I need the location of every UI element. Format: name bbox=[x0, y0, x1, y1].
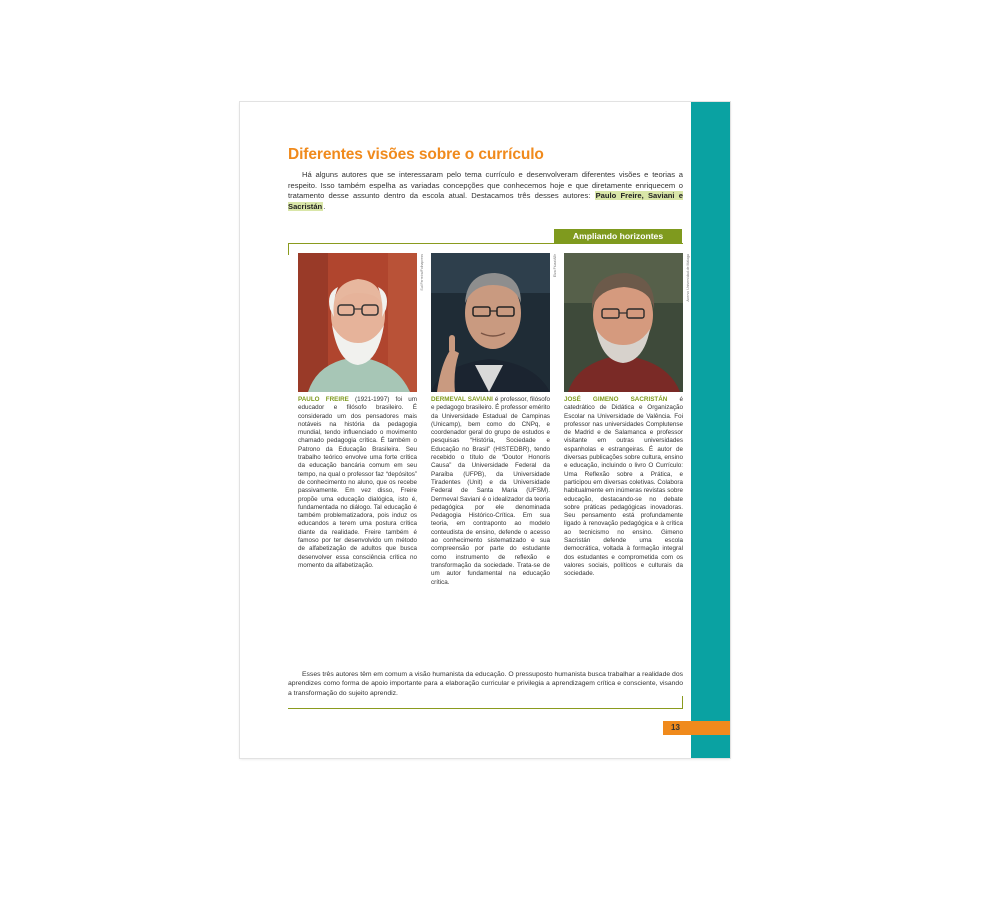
portrait-dermeval-saviani bbox=[431, 253, 550, 392]
author-name: PAULO FREIRE bbox=[298, 396, 349, 403]
bio-dermeval-saviani bbox=[431, 396, 550, 587]
bio-jose-gimeno-sacristan bbox=[564, 396, 683, 579]
box-left-border bbox=[288, 243, 289, 255]
page-edge-band bbox=[691, 102, 730, 758]
book-page bbox=[240, 102, 730, 758]
intro-text: Há alguns autores que se interessaram pelo tema currículo e desenvolveram diferentes visões e teorias a respeito. Isso também espelha as variadas concepções que conhecemos hoje e que diretamente enriquecem o tratamento desse assunto dentro da escola atual. Destacamos três desses autores: bbox=[288, 170, 683, 201]
portrait-jose-gimeno-sacristan bbox=[564, 253, 683, 392]
author-bio: é professor, filósofo e pedagogo brasileiro. É professor emérito da Universidade Estadual de Campinas (Unicamp), bem como do CNPq, e coordenador geral do grupo de estudos e pesquisas “História, Sociedade e Educação no Brasil” (HISTEDBR), tendo recebido o título de “Doutor Honoris Causa” da Universidade Federal da Paraíba (UFPB), da Universidade Tiradentes (Unit) e da Universidade Federal de Santa Maria (UFSM). Dermeval Saviani é o idealizador da teoria pedagógica por ele denominada Pedagogia Histórico-Crítica. Em sua teoria, em contraponto ao modelo conteudista de ensino, defende o acesso ao conhecimento sistematizado e sua compreensão por parte do estudante como instrumento de reflexão e transformação da sociedade. Trata-se de um autor fundamental na educação crítica. bbox=[431, 396, 551, 586]
closing-paragraph: Esses três autores têm em comum a visão humanista da educação. O pressuposto humanista busca trabalhar a realidade dos aprendizes como forma de apoio importante para a elaboração curricular e privilegia a aprendizagem crítica e consciente, visando a transformação do sujeito aprendiz. bbox=[288, 671, 683, 697]
box-label: Ampliando horizontes bbox=[554, 229, 682, 244]
author-name: DERMEVAL SAVIANI bbox=[431, 396, 493, 403]
photo-credit-3: Acervo Universidad de Málaga bbox=[686, 254, 690, 302]
highlighted-authors: Paulo Freire, Saviani e Sacristán bbox=[288, 191, 683, 211]
author-name: JOSÉ GIMENO SACRISTÁN bbox=[564, 396, 668, 403]
intro-end: . bbox=[323, 201, 326, 211]
author-bio: é catedrático de Didática e Organização Escolar na Universidade de Valência. Foi professor nas universidades Complutense de Madrid e de Salamanca e professor visitante em outras universidades espanholas e estrangeiras. É autor de diversas publicações sobre cultura, ensino e educação, incluindo o livro O Currículo: Uma Reflexão sobre a Prática, e participou em diversas coletivas. Colabora habitualmente em inúmeras revistas sobre educação, destacando-se no debate sobre práticas pedagógicas inovadoras. Seu pensamento está profundamente ligado à renovação pedagógica e à crítica ao tecnicismo no ensino. Gimeno Sacristán defende uma escola democrática, voltada à formação integral dos estudantes e comprometida com os valores sociais, políticos e culturais da sociedade. bbox=[564, 396, 683, 578]
photo-credit-1: Sul Ferreira/Folhapress bbox=[420, 254, 424, 291]
intro-paragraph bbox=[288, 170, 683, 212]
author-bio: (1921-1997) foi um educador e filósofo brasileiro. É considerado um dos pensadores mais notáveis na história da pedagogia mundial, tendo influenciado o movimento chamado pedagogia crítica. É também o Patrono da Educação Brasileira. Seu trabalho teórico envolve uma forte crítica da educação bancária comum em seu tempo, na qual o professor faz “depósitos” de conhecimento no aluno, que os recebe passivamente. Em vez disso, Freire propõe uma educação dialógica, isto é, fundamentada no diálogo. Tal educação é também problematizadora, pois induz os educandos a terem uma postura crítica diante da realidade. Freire também é famoso por ter desenvolvido um método de alfabetização de adultos que busca desenvolver essa consciência crítica no momento da alfabetização. bbox=[298, 396, 417, 569]
page-number: 13 bbox=[663, 721, 730, 735]
bio-paulo-freire bbox=[298, 396, 417, 570]
section-title: Diferentes visões sobre o currículo bbox=[288, 146, 544, 163]
portrait-paulo-freire bbox=[298, 253, 417, 392]
photo-credit-2: Elza Fiúza/ABr bbox=[553, 254, 557, 278]
box-bottom-border bbox=[288, 708, 683, 709]
